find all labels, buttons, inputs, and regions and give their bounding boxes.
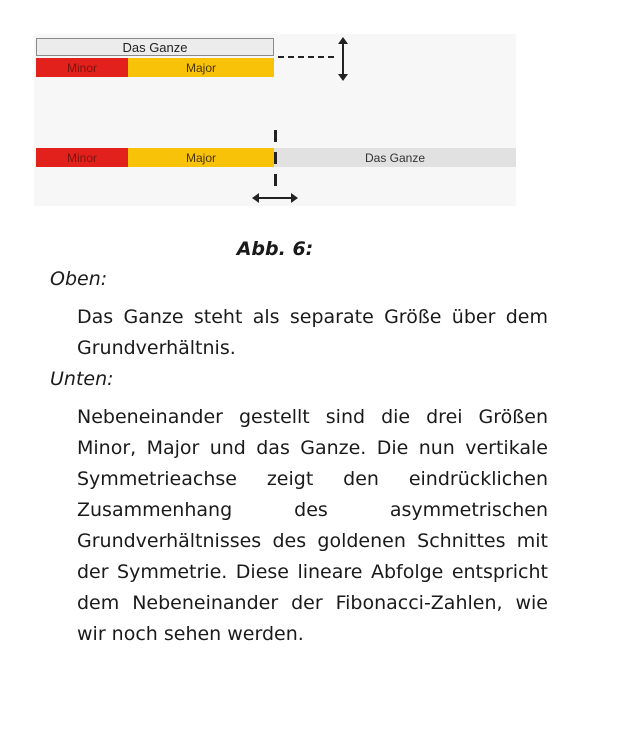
figure-caption: Abb. 6: (236, 238, 314, 260)
section-heading-top: Oben: (50, 268, 108, 290)
symmetry-axis-dash (274, 130, 277, 142)
top-dashed-connector (278, 56, 334, 58)
vertical-double-arrow-icon (334, 37, 352, 81)
top-minor-bar: Minor (36, 58, 128, 77)
section-heading-bottom: Unten: (50, 368, 114, 390)
bottom-minor-bar: Minor (36, 148, 128, 167)
symmetry-axis-dash (274, 174, 277, 186)
bottom-whole-bar: Das Ganze (274, 148, 516, 167)
golden-ratio-figure (34, 34, 516, 206)
section-text-top: Das Ganze steht als separate Größe über dem Grundverhältnis. (77, 306, 548, 359)
bottom-major-bar: Major (128, 148, 274, 167)
section-text-bottom: Nebeneinander gestellt sind die drei Größen Minor, Major und das Ganze. Die nun vertikale Symmetrieachse zeigt den eindrücklichen Zusammenhang des asymmetrischen Grundverhältnisses des goldenen Schnittes mit der Symmetrie. Diese lineare Abfolge entspricht dem Nebeneinander der Fibonacci-Zahlen, wie wir noch sehen werden. (77, 406, 548, 645)
top-major-bar: Major (128, 58, 274, 77)
symmetry-axis-dash (274, 152, 277, 164)
top-whole-bar: Das Ganze (36, 38, 274, 56)
horizontal-double-arrow-icon (252, 191, 298, 205)
